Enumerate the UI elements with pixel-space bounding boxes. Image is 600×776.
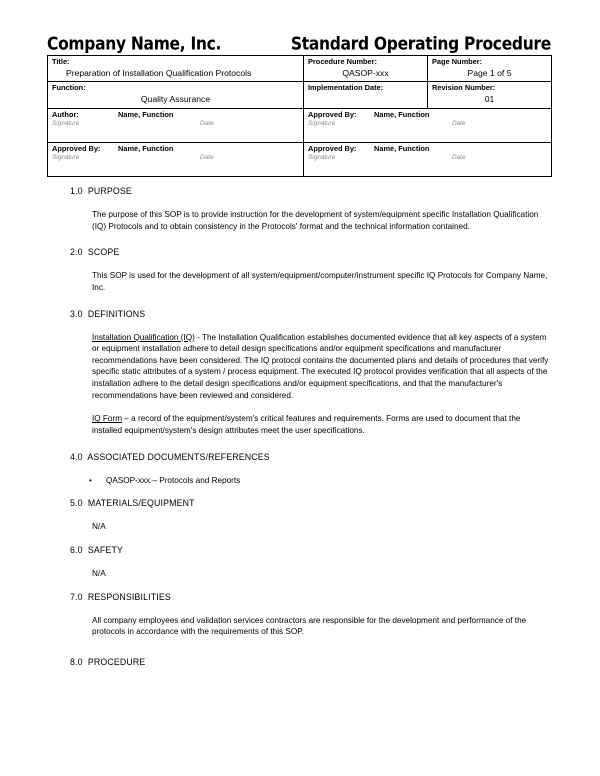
signature-role-label: Approved By: xyxy=(308,143,357,153)
table-row-signature-2 xyxy=(48,142,552,176)
bullet-icon: • xyxy=(89,475,92,485)
cell-signature-author xyxy=(48,108,304,142)
title-value: Preparation of Installation Qualification Protocols xyxy=(66,67,252,78)
definition-text-iq-form: – a record of the equipment/system's critical features and requirements. Forms are used to document that the installed equipment/system's design attributes meet the user specifications. xyxy=(92,414,521,435)
title-label: Title: xyxy=(52,57,70,66)
revision-number-value: 01 xyxy=(484,93,495,104)
signature-line-label: Signature xyxy=(308,120,336,128)
cell-procedure-number xyxy=(304,56,428,82)
signature-role-label: Author: xyxy=(52,109,79,119)
section-scope xyxy=(0,247,600,293)
section-associated-documents xyxy=(0,452,600,487)
signature-line-label: Signature xyxy=(52,120,80,128)
company-name-heading: Company Name, Inc. xyxy=(47,33,222,54)
definition-iq-form xyxy=(92,413,550,436)
table-row-function xyxy=(48,82,552,108)
section-body-scope: This SOP is used for the development of all system/equipment/computer/instrument specific IQ Protocols for Company Name, Inc. xyxy=(92,271,548,292)
cell-signature-approver-1 xyxy=(304,108,552,142)
cell-title xyxy=(48,56,304,82)
section-body-responsibilities: All company employees and validation services contractors are responsible for the development and performance of the protocols in accordance with the requirements of this SOP. xyxy=(92,615,527,637)
signature-date-label: Date xyxy=(452,119,466,127)
signature-line-label: Signature xyxy=(52,154,80,162)
signature-name-label: Name, Function xyxy=(118,143,174,153)
list-item xyxy=(89,475,600,487)
list-item-label: QASOP-xxx – Protocols and Reports xyxy=(106,475,241,485)
definition-term-iq: Installation Qualification (IQ) xyxy=(92,332,195,342)
definition-installation-qualification xyxy=(92,332,550,402)
document-masthead xyxy=(47,33,551,53)
section-heading-scope: 2.0 SCOPE xyxy=(70,247,120,258)
section-body-safety: N/A xyxy=(92,568,106,578)
section-body-materials-equipment: N/A xyxy=(92,522,106,532)
signature-role-label: Approved By: xyxy=(308,109,357,119)
table-row-title xyxy=(48,56,552,82)
procedure-number-label: Procedure Number: xyxy=(308,57,377,66)
document-body xyxy=(0,186,600,668)
section-body-purpose: The purpose of this SOP is to provide instruction for the development of system/equipment specific Installation Qualification (IQ) Protocols and to obtain consistency in the Protocols' format and the technical information contained. xyxy=(92,209,539,231)
revision-number-label: Revision Number: xyxy=(432,83,496,93)
function-value: Quality Assurance xyxy=(140,93,211,104)
cell-implementation-date xyxy=(304,82,428,108)
document-header-table xyxy=(47,55,552,177)
cell-signature-approver-3 xyxy=(304,142,552,176)
cell-page-number xyxy=(428,56,552,82)
section-procedure xyxy=(0,657,600,668)
signature-name-label: Name, Function xyxy=(118,109,174,119)
signature-role-label: Approved By: xyxy=(52,143,101,153)
section-heading-purpose: 1.0 PURPOSE xyxy=(70,186,132,196)
definition-text-iq: - The Installation Qualification establishes documented evidence that all key aspects of a system or equipment installation adhere to detail design specifications and/or equipment specifications and manufacturer recommendations have been considered. The IQ protocol contains the documented plans and details of procedures that verify specific static attributes of a system / process equipment. The executed IQ protocol provides verification that all aspects of the installation adhere to the detail design specifications and/or equipment specifications, and that the manufacturer's recommendations have been reviewed and considered. xyxy=(92,332,549,400)
document-type-heading: Standard Operating Procedure xyxy=(290,33,551,54)
cell-revision-number xyxy=(428,82,552,108)
section-safety xyxy=(0,545,600,580)
signature-name-label: Name, Function xyxy=(374,143,430,153)
signature-name-label: Name, Function xyxy=(374,109,430,119)
signature-date-label: Date xyxy=(452,153,466,161)
table-row-signature-1 xyxy=(48,108,552,142)
section-definitions xyxy=(0,309,600,437)
definition-term-iq-form: IQ Form xyxy=(92,414,123,424)
section-heading-safety: 6.0 SAFETY xyxy=(70,544,123,555)
section-responsibilities xyxy=(0,592,600,638)
procedure-number-value: QASOP-xxx xyxy=(342,67,389,78)
section-heading-responsibilities: 7.0 RESPONSIBILITIES xyxy=(70,591,171,602)
section-materials-equipment xyxy=(0,498,600,533)
cell-function xyxy=(48,82,304,108)
signature-line-label: Signature xyxy=(308,154,336,162)
signature-date-label: Date xyxy=(200,119,214,127)
section-heading-procedure: 8.0 PROCEDURE xyxy=(70,656,146,667)
signature-date-label: Date xyxy=(200,153,214,161)
section-purpose xyxy=(0,186,600,232)
page-number-value: Page 1 of 5 xyxy=(467,67,512,78)
section-heading-definitions: 3.0 DEFINITIONS xyxy=(70,308,146,319)
section-heading-associated-documents: 4.0 ASSOCIATED DOCUMENTS/REFERENCES xyxy=(70,451,270,462)
section-heading-materials-equipment: 5.0 MATERIALS/EQUIPMENT xyxy=(70,498,195,509)
page-number-label: Page Number: xyxy=(432,57,483,66)
function-label: Function: xyxy=(52,83,86,93)
implementation-date-label: Implementation Date: xyxy=(308,83,384,93)
cell-signature-approver-2 xyxy=(48,142,304,176)
